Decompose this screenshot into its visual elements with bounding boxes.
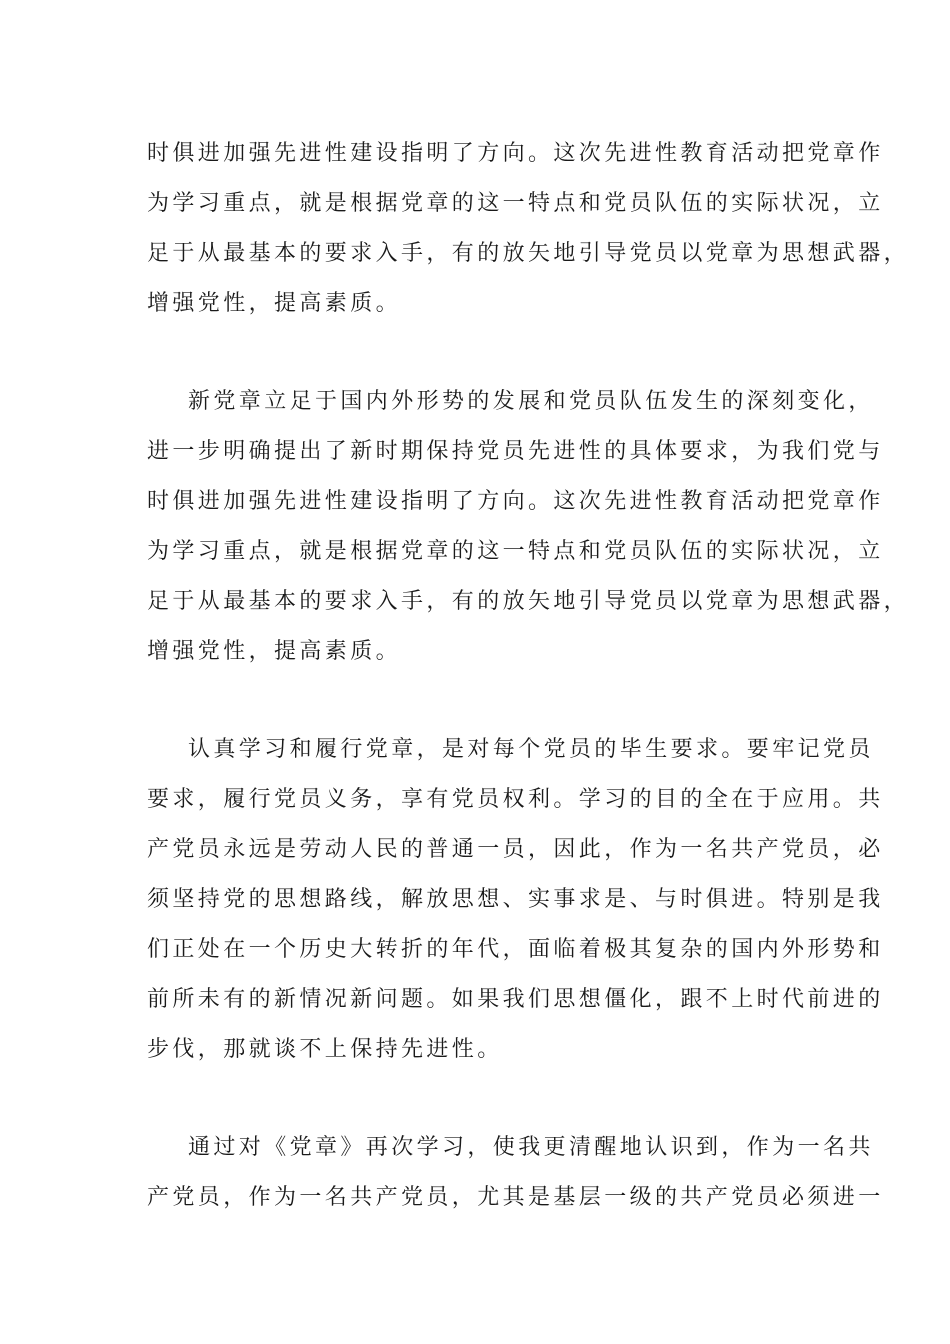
text-line: 步伐，那就谈不上保持先进性。 bbox=[147, 1037, 503, 1062]
text-line: 时俱进加强先进性建设指明了方向。这次先进性教育活动把党章作 bbox=[147, 489, 884, 514]
text-line: 为学习重点，就是根据党章的这一特点和党员队伍的实际状况，立 bbox=[147, 539, 884, 564]
text-line: 增强党性，提高素质。 bbox=[147, 291, 402, 316]
text-line: 通过对《党章》再次学习，使我更清醒地认识到，作为一名共 bbox=[188, 1135, 874, 1160]
text-line: 新党章立足于国内外形势的发展和党员队伍发生的深刻变化， bbox=[188, 389, 874, 414]
text-line: 要求，履行党员义务，享有党员权利。学习的目的全在于应用。共 bbox=[147, 787, 884, 812]
text-line: 们正处在一个历史大转折的年代，面临着极其复杂的国内外形势和 bbox=[147, 937, 884, 962]
text-line: 认真学习和履行党章，是对每个党员的毕生要求。要牢记党员 bbox=[188, 737, 874, 762]
text-line: 前所未有的新情况新问题。如果我们思想僵化，跟不上时代前进的 bbox=[147, 987, 884, 1012]
text-line: 足于从最基本的要求入手，有的放矢地引导党员以党章为思想武器， bbox=[147, 241, 910, 266]
text-line: 产党员，作为一名共产党员，尤其是基层一级的共产党员必须进一 bbox=[147, 1185, 884, 1210]
text-line: 进一步明确提出了新时期保持党员先进性的具体要求，为我们党与 bbox=[147, 439, 884, 464]
text-line: 时俱进加强先进性建设指明了方向。这次先进性教育活动把党章作 bbox=[147, 141, 884, 166]
text-line: 须坚持党的思想路线，解放思想、实事求是、与时俱进。特别是我 bbox=[147, 887, 884, 912]
text-line: 增强党性，提高素质。 bbox=[147, 639, 402, 664]
text-line: 产党员永远是劳动人民的普通一员，因此，作为一名共产党员，必 bbox=[147, 837, 884, 862]
text-line: 足于从最基本的要求入手，有的放矢地引导党员以党章为思想武器， bbox=[147, 589, 910, 614]
text-line: 为学习重点，就是根据党章的这一特点和党员队伍的实际状况，立 bbox=[147, 191, 884, 216]
